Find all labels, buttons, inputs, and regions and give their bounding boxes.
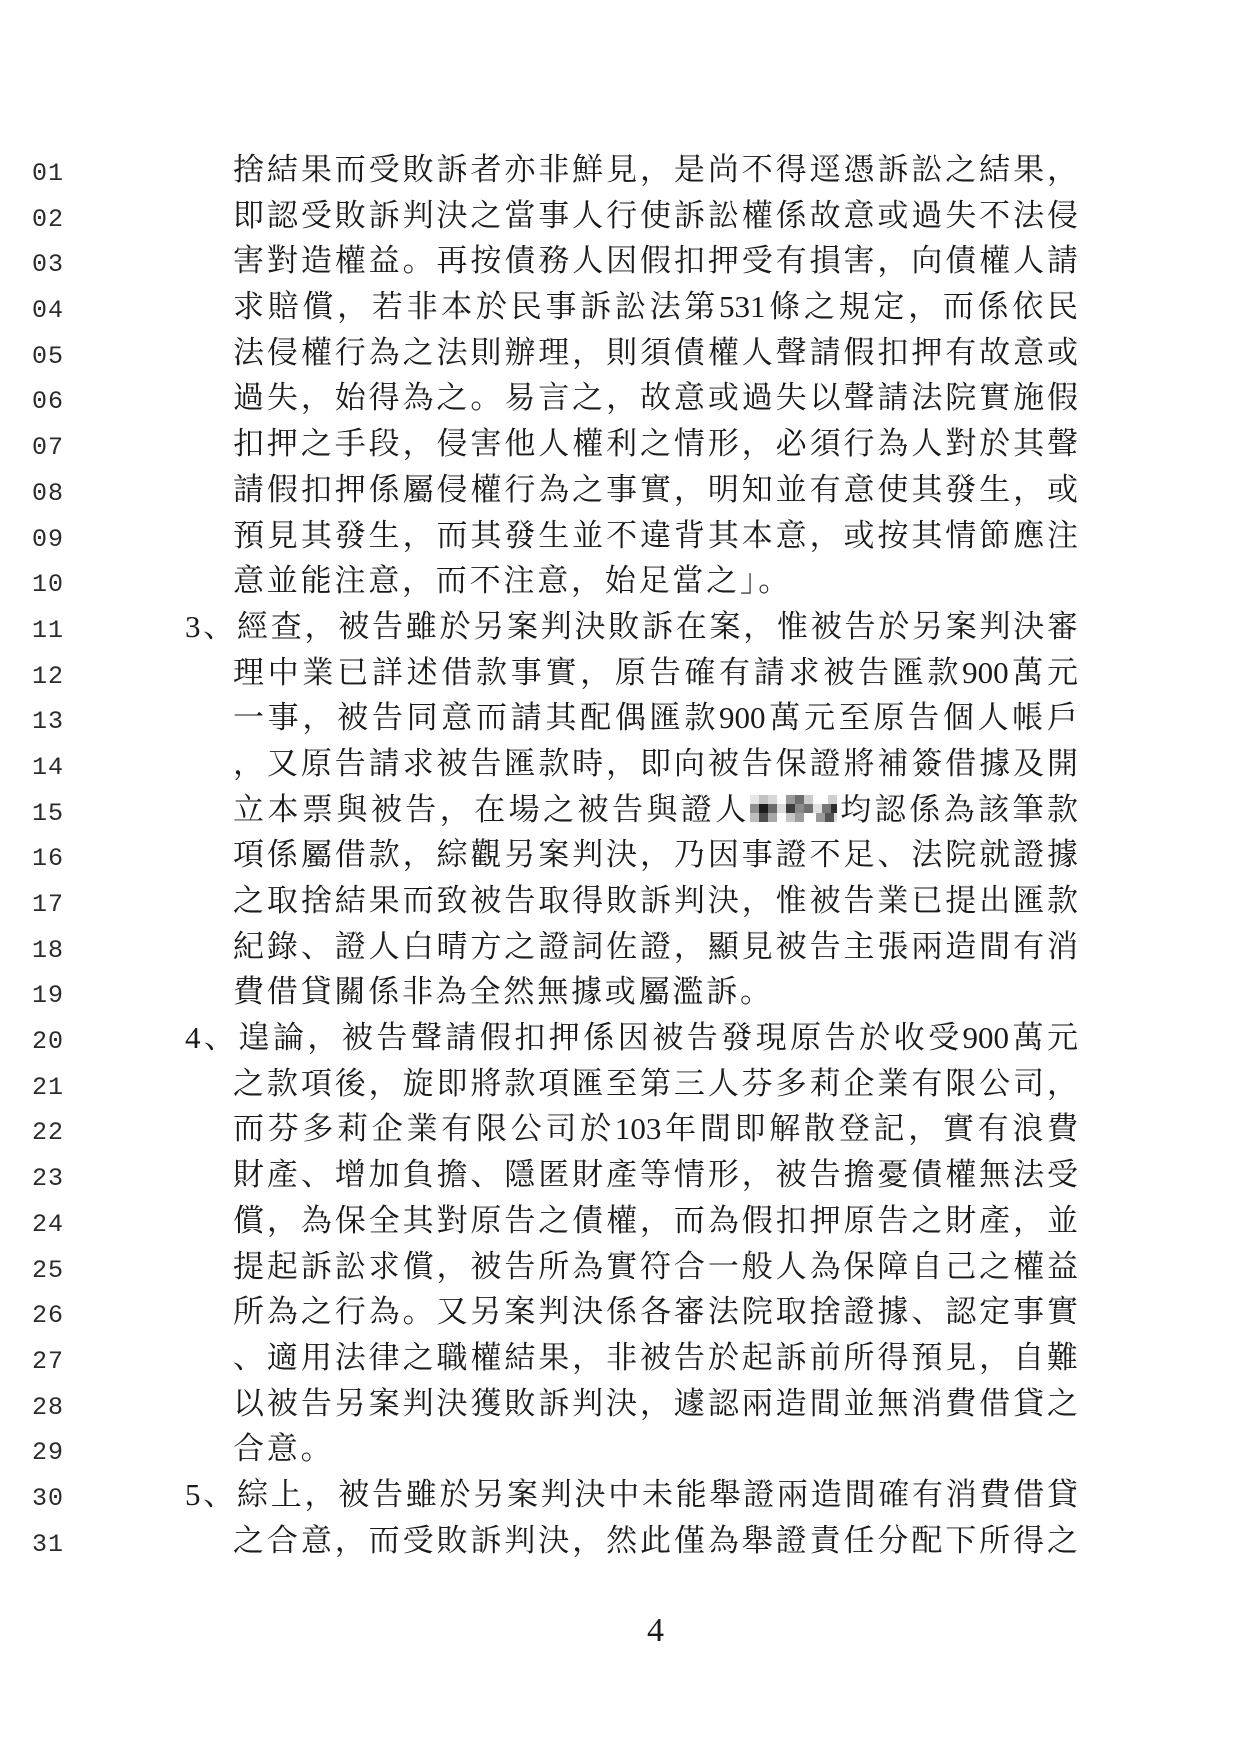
line-text [233,695,1078,741]
document-line [0,558,1240,604]
document-line [0,1335,1240,1381]
line-text [233,1426,1078,1472]
list-item-marker: 3、 [185,608,237,644]
line-text-content: 經查，被告雖於另案判決敗訴在案，惟被告於另案判決審 [237,608,1078,644]
line-text [233,330,1078,376]
line-number: 21 [32,1072,65,1102]
line-text [233,558,1078,604]
line-text [233,284,1078,330]
document-line [0,1198,1240,1244]
line-text-content: 扣押之手段，侵害他人權利之情形，必須行為人對於其聲 [233,426,1078,462]
line-text-content: 預見其發生，而其發生並不違背其本意，或按其情節應注 [233,517,1078,553]
line-text-content: 之合意，而受敗訴判決，然此僅為舉證責任分配下所得之 [233,1522,1078,1558]
document-line [0,375,1240,421]
page-footer [233,1612,1078,1650]
line-number: 07 [32,433,65,463]
line-text [185,1472,1078,1518]
line-number: 17 [32,890,65,919]
line-number: 26 [32,1301,65,1331]
line-number: 23 [32,1164,65,1194]
line-text-content: 一事，被告同意而請其配偶匯款900萬元至原告個人帳戶 [233,700,1078,736]
document-line [0,1015,1240,1061]
line-text-content: 即認受敗訴判決之當事人行使訴訟權係故意或過失不法侵 [233,197,1078,233]
line-text-content: ，又原告請求被告匯款時，即向被告保證將補簽借據及開 [233,745,1078,781]
document-line [0,604,1240,650]
line-text [185,1015,1078,1061]
document-line [0,1289,1240,1335]
line-text [233,787,1078,833]
list-item-marker: 4、 [185,1020,239,1056]
line-text-content: 害對造權益。再按債務人因假扣押受有損害，向債權人請 [233,243,1078,279]
line-number: 01 [32,159,65,188]
line-text-content: 綜上，被告雖於另案判決中未能舉證兩造間確有消費借貸 [237,1476,1078,1512]
document-line [0,1106,1240,1152]
document-line [0,238,1240,284]
line-text [233,969,1078,1015]
line-number: 13 [32,707,65,737]
line-text-segment: 均認係為該筆款 [836,791,1079,827]
line-number: 04 [32,296,65,326]
line-text-content: 求賠償，若非本於民事訴訟法第531條之規定，而係依民 [233,289,1078,325]
document-line [0,467,1240,513]
line-text [233,147,1078,193]
document-line [0,1472,1240,1518]
line-text [233,375,1078,421]
line-text-content: 項係屬借款，綜觀另案判決，乃因事證不足、法院就證據 [233,837,1078,873]
document-line [0,695,1240,741]
line-text-content: 提起訴訟求償，被告所為實符合一般人為保障自己之權益 [233,1248,1078,1284]
line-number: 18 [32,935,65,965]
line-text [233,741,1078,787]
line-text-content: 理中業已詳述借款事實，原告確有請求被告匯款900萬元 [233,654,1078,690]
line-number: 25 [32,1255,65,1285]
line-text [233,878,1078,924]
line-number: 28 [32,1392,65,1422]
line-text [233,1152,1078,1198]
line-text-content: 償，為保全其對原告之債權，而為假扣押原告之財產，並 [233,1202,1078,1238]
line-text-content: 財產、增加負擔、隱匿財產等情形，被告擔憂債權無法受 [233,1157,1078,1193]
line-number: 27 [32,1346,65,1376]
line-number: 08 [32,478,65,508]
document-line [0,878,1240,924]
line-number: 19 [32,981,65,1011]
line-text-content: 法侵權行為之法則辦理，則須債權人聲請假扣押有故意或 [233,334,1078,370]
line-number: 15 [32,798,65,828]
document-body [0,147,1240,1563]
line-number: 12 [32,661,65,691]
line-text [233,1381,1078,1427]
document-line [0,1518,1240,1564]
line-number: 14 [32,752,65,782]
line-text-content: 遑論，被告聲請假扣押係因被告發現原告於收受900萬元 [238,1020,1079,1056]
line-text-content: 紀錄、證人白晴方之證詞佐證，顯見被告主張兩造間有消 [233,928,1078,964]
line-number: 20 [32,1027,65,1057]
document-line [0,1381,1240,1427]
line-text-content: 以被告另案判決獲敗訴判決，遽認兩造間並無消費借貸之 [233,1385,1078,1421]
line-text [233,1198,1078,1244]
document-line [0,924,1240,970]
line-number: 22 [32,1118,65,1148]
line-text [233,1061,1078,1107]
line-number: 31 [32,1529,65,1559]
document-line [0,650,1240,696]
list-item-marker: 5、 [185,1476,237,1512]
line-text-content: 費借貸關係非為全然無據或屬濫訴。 [233,974,774,1010]
document-line [0,193,1240,239]
line-number: 05 [32,341,65,371]
document-line [0,147,1240,193]
document-line [0,741,1240,787]
line-text [233,421,1078,467]
line-text-content: 過失，始得為之。易言之，故意或過失以聲請法院實施假 [233,380,1078,416]
line-text [233,1289,1078,1335]
line-text [233,1244,1078,1290]
line-text [233,924,1078,970]
line-text-content: 合意。 [233,1431,335,1467]
line-text-content: 捨結果而受敗訴者亦非鮮見，是尚不得逕憑訴訟之結果， [233,152,1078,187]
line-text-content: 所為之行為。又另案判決係各審法院取捨證據、認定事實 [233,1294,1078,1330]
line-number: 02 [32,204,65,234]
line-text [233,650,1078,696]
document-line [0,284,1240,330]
document-line [0,1061,1240,1107]
document-line [0,330,1240,376]
line-text-segment: 立本票與被告，在場之被告與證人 [233,791,750,827]
line-number: 30 [32,1483,65,1513]
line-text [233,467,1078,513]
document-line [0,832,1240,878]
line-number: 09 [32,524,65,554]
line-text [233,513,1078,559]
line-text [233,238,1078,284]
page-number: 4 [647,1612,664,1649]
line-text-content: 請假扣押係屬侵權行為之事實，明知並有意使其發生，或 [233,471,1078,507]
document-line [0,787,1240,833]
line-text [233,193,1078,239]
line-number: 10 [32,570,65,600]
line-number: 03 [32,250,65,280]
line-text [185,604,1078,650]
line-text-content: 之款項後，旋即將款項匯至第三人芬多莉企業有限公司， [233,1065,1078,1101]
line-text [233,832,1078,878]
redacted-name-mosaic [750,795,837,824]
line-text [233,1106,1078,1152]
line-number: 06 [32,387,65,417]
document-line [0,513,1240,559]
line-text-content: 、適用法律之職權結果，非被告於起訴前所得預見，自難 [233,1339,1078,1375]
line-number: 29 [32,1438,65,1468]
document-line [0,969,1240,1015]
document-line [0,421,1240,467]
document-line [0,1152,1240,1198]
document-line [0,1244,1240,1290]
line-text-content: 意並能注意，而不注意，始足當之」。 [233,563,793,599]
line-number: 16 [32,844,65,874]
line-text [233,1335,1078,1381]
line-text-content: 之取捨結果而致被告取得敗訴判決，惟被告業已提出匯款 [233,883,1078,918]
line-number: 11 [32,615,65,645]
line-number: 24 [32,1209,65,1239]
line-text [233,1518,1078,1564]
document-line [0,1426,1240,1472]
line-text-content: 而芬多莉企業有限公司於103年間即解散登記，實有浪費 [233,1111,1078,1147]
